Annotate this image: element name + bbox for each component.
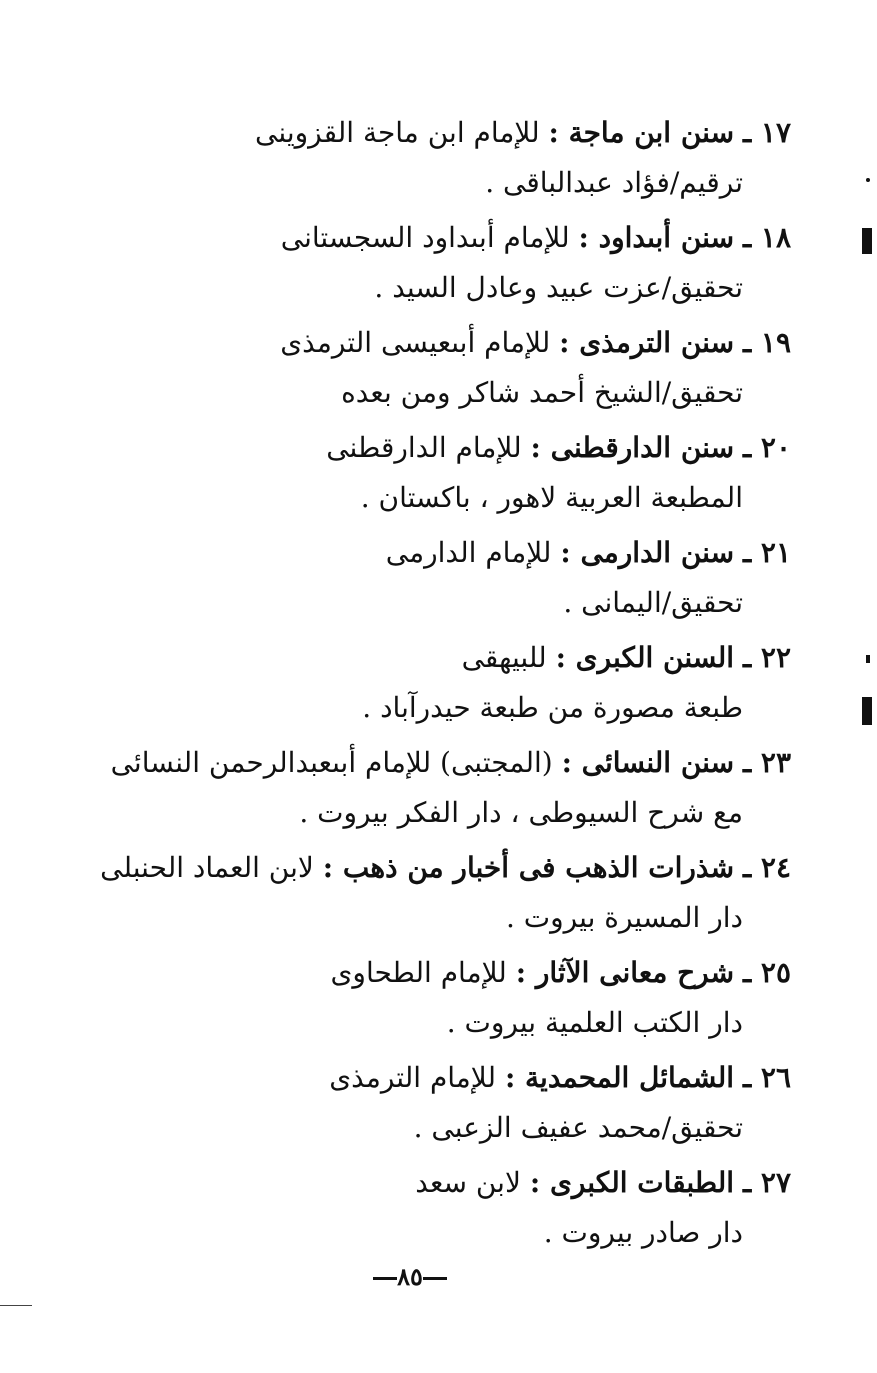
entry-title: سنن الدارمى :: [560, 536, 735, 569]
page-number: [0, 1262, 820, 1291]
entry-author: للإمام الطحاوى: [330, 956, 507, 989]
entry-author: لابن سعد: [415, 1166, 521, 1199]
entry-publication: دار صادر بيروت .: [543, 1216, 743, 1249]
entry-publication: تحقيق/الشيخ أحمد شاكر ومن بعده: [341, 376, 743, 409]
reference-entry-25: [71, 948, 791, 1048]
entry-publication: تحقيق/اليمانى .: [563, 586, 743, 619]
entry-author: (المجتبى) للإمام أبىعبدالرحمن النسائى: [110, 746, 553, 779]
entry-author: للإمام الترمذى: [329, 1061, 497, 1094]
entry-title: شرح معانى الآثار :: [515, 956, 735, 989]
entry-number: ٢٢ ـ: [742, 641, 791, 674]
entry-number: ١٩ ـ: [742, 326, 791, 359]
entry-title: سنن الدارقطنى :: [530, 431, 735, 464]
reference-list: [71, 108, 791, 1263]
entry-title: الطبقات الكبرى :: [529, 1166, 735, 1199]
reference-entry-27: [71, 1158, 791, 1258]
entry-number: ٢٧ ـ: [742, 1166, 791, 1199]
entry-number: ٢٦ ـ: [742, 1061, 791, 1094]
entry-author: لابن العماد الحنبلى: [100, 851, 314, 884]
page-number-dash: [423, 1277, 447, 1280]
scan-edge-dot: [866, 655, 870, 663]
entry-number: ٢٥ ـ: [742, 956, 791, 989]
scan-edge-mark: [862, 697, 872, 725]
entry-number: ٢٤ ـ: [742, 851, 791, 884]
reference-entry-23: [71, 738, 791, 838]
page-number-dash: [373, 1277, 397, 1280]
entry-author: للبيهقى: [461, 641, 547, 674]
scan-edge-line: [0, 1305, 32, 1306]
page-number-value: ٨٥: [397, 1262, 423, 1291]
entry-publication: تحقيق/عزت عبيد وعادل السيد .: [374, 271, 743, 304]
entry-number: ٢٣ ـ: [742, 746, 791, 779]
entry-title: سنن الترمذى :: [559, 326, 735, 359]
entry-title: سنن أبىداود :: [578, 221, 735, 254]
reference-entry-20: [71, 423, 791, 523]
entry-number: ١٧ ـ: [742, 116, 791, 149]
entry-publication: ترقيم/فؤاد عبدالباقى .: [485, 166, 743, 199]
entry-title: شذرات الذهب فى أخبار من ذهب :: [322, 851, 735, 884]
entry-number: ٢١ ـ: [742, 536, 791, 569]
reference-entry-17: [71, 108, 791, 208]
entry-publication: المطبعة العربية لاهور ، باكستان .: [360, 481, 743, 514]
entry-author: للإمام ابن ماجة القزوينى: [255, 116, 540, 149]
entry-publication: دار الكتب العلمية بيروت .: [446, 1006, 743, 1039]
entry-number: ٢٠ ـ: [742, 431, 791, 464]
entry-author: للإمام الدارقطنى: [326, 431, 522, 464]
entry-publication: مع شرح السيوطى ، دار الفكر بيروت .: [299, 796, 743, 829]
entry-number: ١٨ ـ: [742, 221, 791, 254]
reference-entry-24: [71, 843, 791, 943]
entry-title: السنن الكبرى :: [555, 641, 735, 674]
entry-publication: تحقيق/محمد عفيف الزعبى .: [413, 1111, 743, 1144]
entry-author: للإمام أبىعيسى الترمذى: [280, 326, 551, 359]
entry-title: سنن النسائى :: [561, 746, 735, 779]
entry-publication: طبعة مصورة من طبعة حيدرآباد .: [362, 691, 743, 724]
entry-title: سنن ابن ماجة :: [548, 116, 735, 149]
entry-author: للإمام أبىداود السجستانى: [280, 221, 570, 254]
reference-entry-26: [71, 1053, 791, 1153]
entry-title: الشمائل المحمدية :: [504, 1061, 735, 1094]
scan-edge-dot: [866, 178, 870, 182]
reference-entry-18: [71, 213, 791, 313]
reference-entry-21: [71, 528, 791, 628]
entry-author: للإمام الدارمى: [385, 536, 552, 569]
reference-entry-19: [71, 318, 791, 418]
entry-publication: دار المسيرة بيروت .: [506, 901, 743, 934]
reference-entry-22: [71, 633, 791, 733]
scan-edge-mark: [862, 228, 872, 254]
